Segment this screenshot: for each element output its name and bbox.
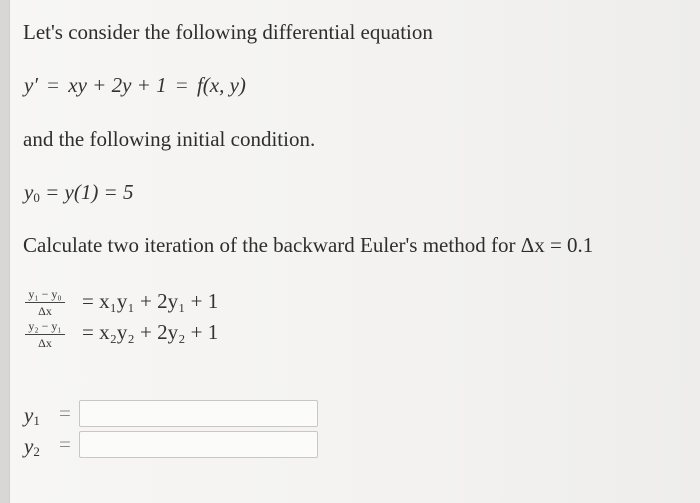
ic-rest: = y(1) = 5: [45, 180, 134, 204]
y1-answer-input[interactable]: [79, 400, 318, 427]
differential-equation: y′ = xy + 2y + 1 = f(x, y): [24, 73, 246, 97]
y2-label: [24, 436, 40, 458]
ic-y-sub: 0: [33, 190, 40, 205]
scheme-1-numerator: y₁ − y₀: [25, 288, 65, 303]
scheme-1-denominator: Δx: [38, 304, 52, 318]
task-text: Calculate two iteration of the backward Euler's method for Δx = 0.1: [23, 233, 594, 257]
ode-rhs-term: xy: [68, 73, 87, 97]
scheme-2-numerator: y₂ − y₁: [25, 320, 65, 335]
scheme-fraction-1: [25, 288, 65, 317]
initial-condition: [24, 182, 133, 204]
y1-letter: y: [24, 403, 34, 427]
question-card: [9, 0, 700, 503]
ic-y: y: [24, 180, 34, 204]
initial-condition-intro: and the following initial condition.: [23, 127, 316, 151]
y2-equals: =: [59, 432, 71, 456]
scheme-fraction-2: [25, 320, 65, 349]
y2-answer-input[interactable]: [79, 431, 318, 458]
ode-lhs: y′: [24, 73, 38, 97]
intro-text: Let's consider the following differential equation: [23, 20, 433, 44]
ode-eq-sign: =: [175, 73, 188, 97]
ode-rhs-rest: + 2y + 1: [92, 73, 167, 97]
scheme-2-denominator: Δx: [38, 336, 52, 350]
y2-letter: y: [24, 434, 34, 458]
scheme-1-rhs: = x₁y₁ + 2y₁ + 1: [82, 289, 219, 313]
scheme-2-rhs: = x₂y₂ + 2y₂ + 1: [82, 320, 219, 344]
y1-sub: 1: [33, 413, 40, 428]
y1-label: [24, 405, 40, 427]
ode-function: f(x, y): [196, 73, 246, 97]
y2-sub: 2: [33, 444, 40, 459]
y1-equals: =: [59, 401, 71, 425]
